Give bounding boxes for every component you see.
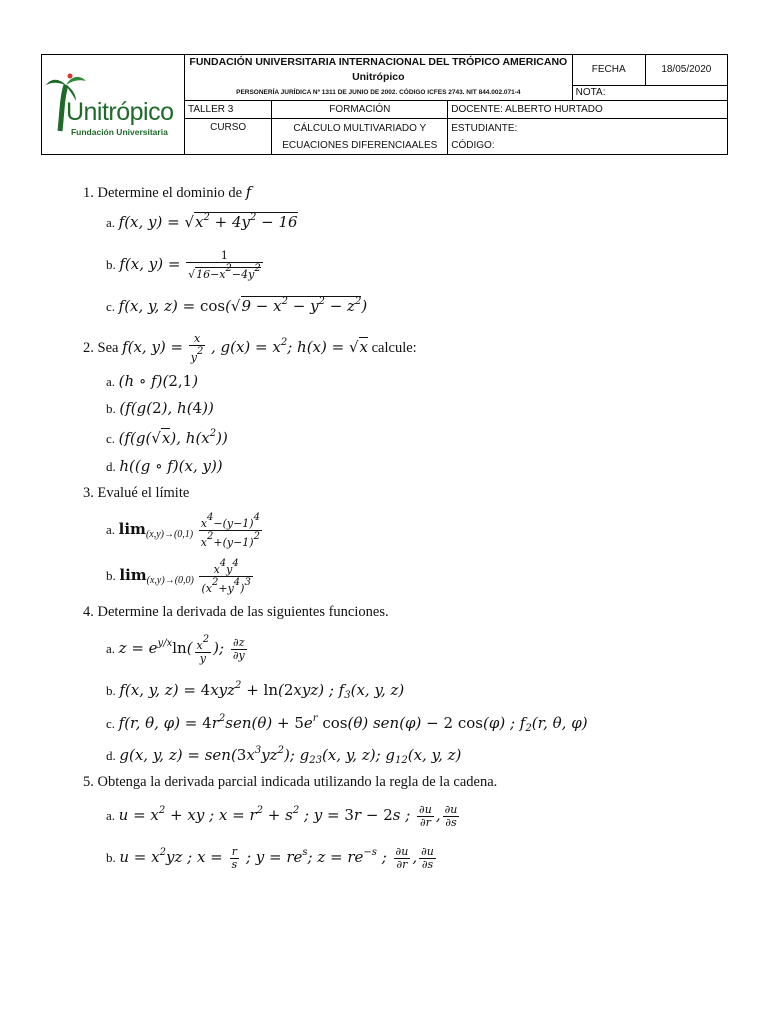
question-3: 3. Evalué el límite	[83, 485, 190, 501]
q2-item-a: a. (h ∘ f)(2,1)	[106, 372, 199, 390]
q4-item-c: c. f(r, θ, $\varphi) = 4r^2sen(\theta) + 5e^r$ cos(θ) sen(φ) − 2 cos(φ) ; $f_2(r$, θ, φ)	[106, 713, 588, 734]
header-table	[41, 54, 728, 155]
q5-item-a: a. $u = x^2$ + xy ; $x = r^2 + s^2$ ; y = 3r − 2s ; $\frac{\partial u}{\partial r}$ , $\frac{\partial u}{\partial s}$	[106, 803, 458, 829]
q4-item-b: b. f(x, y, z) = 4xyz$^2$ + ln(2xyz) ; $f_3(x$, y, z)	[106, 680, 405, 701]
question-5: 5. Obtenga la derivada parcial indicada utilizando la regla de la cadena.	[83, 774, 498, 790]
q3-item-b: b. $\lim_{(x,y)\to(0,0)}$ $\frac{x4y4}{(x2+y4)3}$	[106, 558, 251, 595]
q5-item-b: b. $u = x^2yz$ ; x = $\frac{r}{s}$ ; $y = re^s$; $z = re^{-s}$ ; $\frac{\partial u}{\partial r}$ , $\frac{\partial u}{\partial s}$	[106, 845, 434, 871]
question-1: 1. Determine el dominio de f	[83, 183, 252, 201]
q4-item-d: d. g(x, y, $z) = sen(3x^3yz^2)$; $g_{23}(x$, y, z); $g_{12}(x$, y, z)	[106, 745, 462, 766]
q2-item-d: d. h((g ∘ f)(x, y))	[106, 457, 223, 475]
institution-title: FUNDACIÓN UNIVERSITARIA INTERNACIONAL DEL TRÓPICO AMERICANO Unitrópico PERSONERÍA JURÍDICA Nº 1311 DE JUNIO DE 2002. CÓDIGO ICFES 2743. NIT 844.002.071-4	[184, 55, 572, 101]
formacion-cell: FORMACIÓN	[272, 101, 448, 119]
curso-cell: CURSO	[184, 119, 271, 155]
q2-item-b: b. (f(g(2), h(4))	[106, 399, 214, 417]
course-name: CÁLCULO MULTIVARIADO Y ECUACIONES DIFERENCIAALES	[272, 119, 448, 155]
nota-field: NOTA:	[572, 85, 727, 100]
unitropico-logo: Unitrópico Fundación Universitaria	[44, 67, 182, 143]
docente-cell: DOCENTE: ALBERTO HURTADO	[448, 101, 728, 119]
logo-cell	[42, 55, 185, 155]
q1-item-b: b. f(x, y) = $\frac{1}{√16-x2-4y2}$	[106, 249, 261, 281]
student-fields: ESTUDIANTE: CÓDIGO:	[448, 119, 728, 155]
fecha-label: FECHA	[572, 55, 645, 86]
question-2: 2. Sea f(x, y) = $\frac{x}{y2}$ , $g(x) = x^2$; h(x) = √x calcule:	[83, 332, 417, 364]
question-4: 4. Determine la derivada de las siguientes funciones.	[83, 604, 389, 620]
q3-item-a: a. $\lim_{(x,y)\to(0,1)}$ $\frac{x4-(y-1)4}{x2+(y-1)2}$	[106, 512, 260, 549]
q1-item-a: a. f(x, $y) = √x^2 + 4y^2 - 16$	[106, 212, 298, 231]
q2-item-c: c. (f(g(√x), $h(x^2)$)	[106, 428, 228, 447]
q1-item-c: c. f(x, y, $z) = \cos(√9 - x^2 - y^2 - z^2)$	[106, 296, 368, 315]
q4-item-a: a. $z = e^{y/x}\ln$( $\frac{x2}{y}$ ); $\frac{\partial z}{\partial y}$	[106, 634, 245, 665]
taller-cell: TALLER 3	[184, 101, 271, 119]
fecha-value: 18/05/2020	[645, 55, 727, 86]
